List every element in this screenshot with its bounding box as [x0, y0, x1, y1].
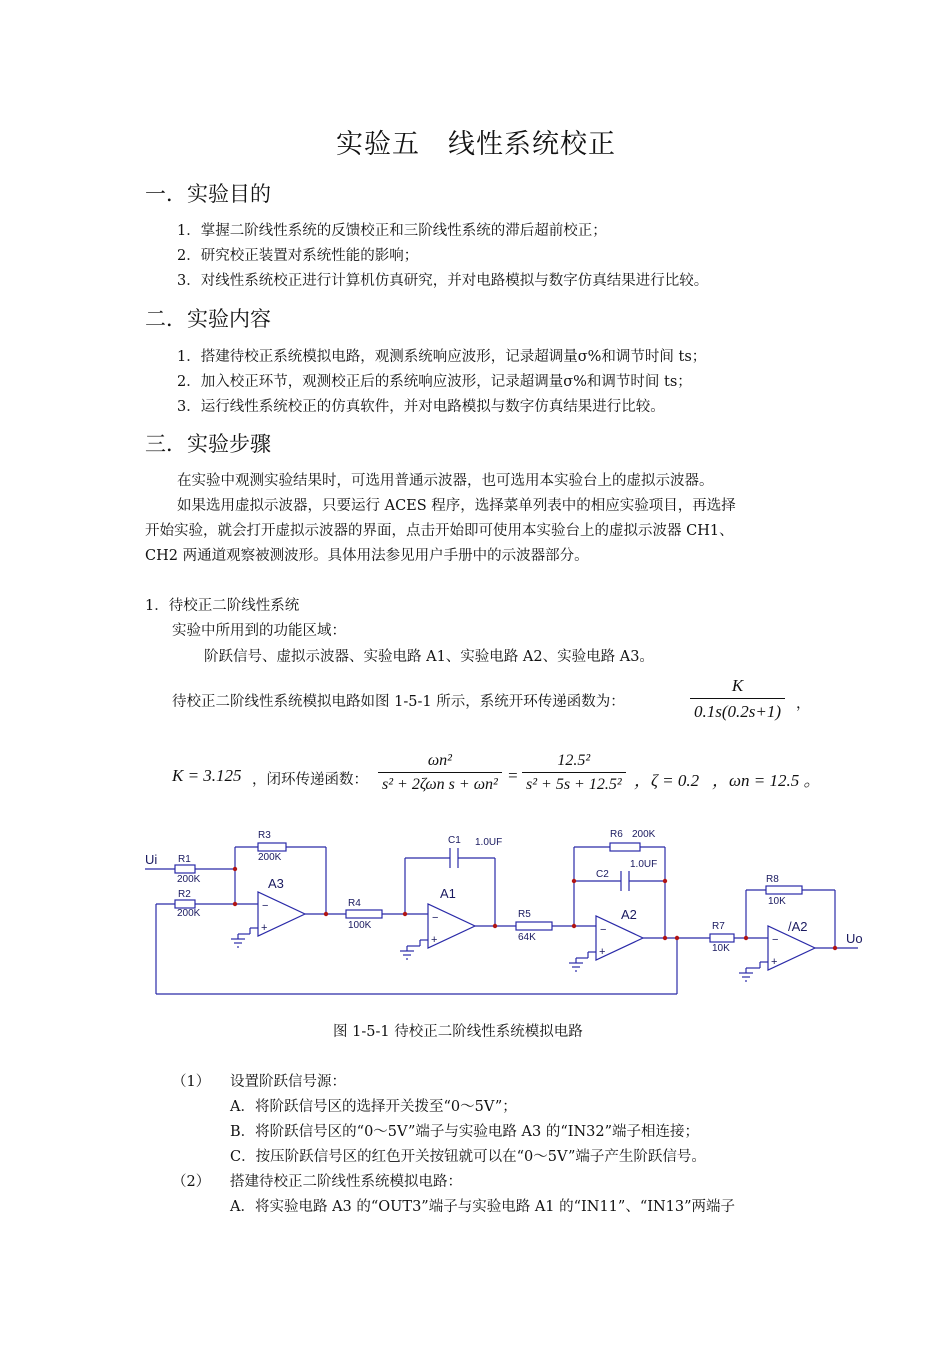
section-heading-content: 二．实验内容: [145, 307, 271, 331]
label-r5: R5: [518, 909, 531, 920]
purpose-item: 2．研究校正装置对系统性能的影响；: [177, 248, 419, 264]
cl-denominator-numeric: s² + 5s + 12.5²: [522, 772, 626, 794]
label-r3: R3: [258, 830, 271, 841]
step-sub: A．将实验电路 A3 的“OUT3”端子与实验电路 A1 的“IN11”、“IN13”两端子: [230, 1199, 736, 1215]
section-heading-purpose: 一．实验目的: [145, 182, 271, 206]
label-r1: R1: [178, 854, 191, 865]
content-item: 1．搭建待校正系统模拟电路，观测系统响应波形，记录超调量σ%和调节时间 ts；: [177, 349, 707, 365]
equals-sign: =: [507, 766, 519, 785]
paragraph: 如果选用虚拟示波器，只要运行 ACES 程序，选择菜单列表中的相应实验项目，再选择: [177, 498, 736, 514]
step-sub: A．将阶跃信号区的选择开关拨至“0～5V”；: [230, 1099, 517, 1115]
label-c1-value: 1.0UF: [475, 837, 503, 848]
paragraph: 开始实验，就会打开虚拟示波器的界面，点击开始即可使用本实验台上的虚拟示波器 CH1、: [145, 523, 734, 539]
natural-frequency: ，ωn = 12.5 。: [712, 771, 821, 790]
label-plus: +: [771, 956, 778, 968]
label-r5-value: 64K: [518, 932, 536, 943]
label-c1: C1: [448, 835, 461, 846]
label-r7: R7: [712, 921, 725, 932]
label-minus: −: [600, 924, 607, 936]
cl-numerator-numeric: 12.5²: [557, 752, 591, 769]
step-number: （2）: [172, 1174, 211, 1190]
page-title: 实验五 线性系统校正: [336, 129, 616, 160]
label-r1-value: 200K: [177, 874, 201, 885]
resistor-r4: [346, 910, 382, 918]
resistor-r6: [610, 843, 640, 851]
subsection-heading: 1．待校正二阶线性系统: [145, 598, 300, 614]
label-r3-value: 200K: [258, 852, 282, 863]
label-r6-value: 200K: [632, 829, 656, 840]
resistor-r2: [175, 900, 195, 908]
purpose-item: 3．对线性系统校正进行计算机仿真研究，并对电路模拟与数字仿真结果进行比较。: [177, 273, 709, 289]
label-plus: +: [261, 922, 268, 934]
circuit-diagram: [140, 820, 870, 1005]
purpose-item: 1．掌握二阶线性系统的反馈校正和三阶线性系统的滞后超前校正；: [177, 223, 607, 239]
step-number: （1）: [172, 1074, 211, 1090]
label-uo: Uo: [846, 931, 863, 946]
open-loop-transfer-function: [690, 676, 785, 722]
cl-denominator-symbolic: s² + 2ζωn s + ωn²: [378, 772, 502, 794]
label-minus: −: [772, 934, 779, 946]
section-heading-steps: 三．实验步骤: [145, 432, 271, 456]
closed-loop-fraction-numeric: [522, 752, 626, 794]
label-a2: A2: [621, 907, 637, 922]
paragraph: CH2 两通道观察被测波形。具体用法参见用户手册中的示波器部分。: [145, 548, 589, 564]
label-r4-value: 100K: [348, 920, 372, 931]
label-r8: R8: [766, 874, 779, 885]
closed-loop-label: ，闭环传递函数：: [252, 772, 368, 788]
figure-caption: 图 1-5-1 待校正二阶线性系统模拟电路: [333, 1024, 583, 1040]
label-r2-value: 200K: [177, 908, 201, 919]
content-item: 3．运行线性系统校正的仿真软件，并对电路模拟与数字仿真结果进行比较。: [177, 399, 665, 415]
label-r7-value: 10K: [712, 943, 730, 954]
step-text: 搭建待校正二阶线性系统模拟电路：: [230, 1174, 462, 1190]
label-minus: −: [432, 912, 439, 924]
damping-ratio: ，ζ = 0.2: [634, 771, 700, 790]
label-minus: −: [262, 900, 269, 912]
tf-intro: 待校正二阶线性系统模拟电路如图 1-5-1 所示，系统开环传递函数为：: [172, 694, 625, 710]
step-sub: C．按压阶跃信号区的红色开关按钮就可以在“0～5V”端子产生阶跃信号。: [230, 1149, 706, 1165]
resistor-r1: [175, 865, 195, 873]
gain-k: K = 3.125: [172, 766, 242, 785]
step-sub: B．将阶跃信号区的“0～5V”端子与实验电路 A3 的“IN32”端子相连接；: [230, 1124, 700, 1140]
tf-denominator: 0.1s(0.2s+1): [690, 698, 785, 722]
label-r4: R4: [348, 898, 361, 909]
label-plus: +: [599, 946, 606, 958]
area-list: 阶跃信号、虚拟示波器、实验电路 A1、实验电路 A2、实验电路 A3。: [204, 649, 654, 665]
tf-comma: ，: [796, 696, 811, 712]
label-inverter-a2: /A2: [788, 919, 808, 934]
content-item: 2．加入校正环节，观测校正后的系统响应波形，记录超调量σ%和调节时间 ts；: [177, 374, 692, 390]
closed-loop-fraction-symbolic: [378, 752, 502, 794]
resistor-r7: [710, 934, 734, 942]
label-ui: Ui: [145, 852, 158, 867]
cl-numerator-symbolic: ωn²: [427, 752, 452, 769]
label-c2-value: 1.0UF: [630, 859, 658, 870]
label-c2: C2: [596, 869, 609, 880]
resistor-r5: [516, 922, 552, 930]
area-label: 实验中所用到的功能区域：: [172, 623, 346, 639]
label-r8-value: 10K: [768, 896, 786, 907]
resistor-r8: [766, 886, 802, 894]
paragraph: 在实验中观测实验结果时，可选用普通示波器，也可选用本实验台上的虚拟示波器。: [177, 473, 714, 489]
step-text: 设置阶跃信号源：: [230, 1074, 346, 1090]
label-a3: A3: [268, 876, 284, 891]
label-r2: R2: [178, 889, 191, 900]
label-r6: R6: [610, 829, 623, 840]
tf-numerator: K: [731, 676, 744, 695]
label-plus: +: [431, 934, 438, 946]
label-a1: A1: [440, 886, 456, 901]
resistor-r3: [258, 843, 286, 851]
